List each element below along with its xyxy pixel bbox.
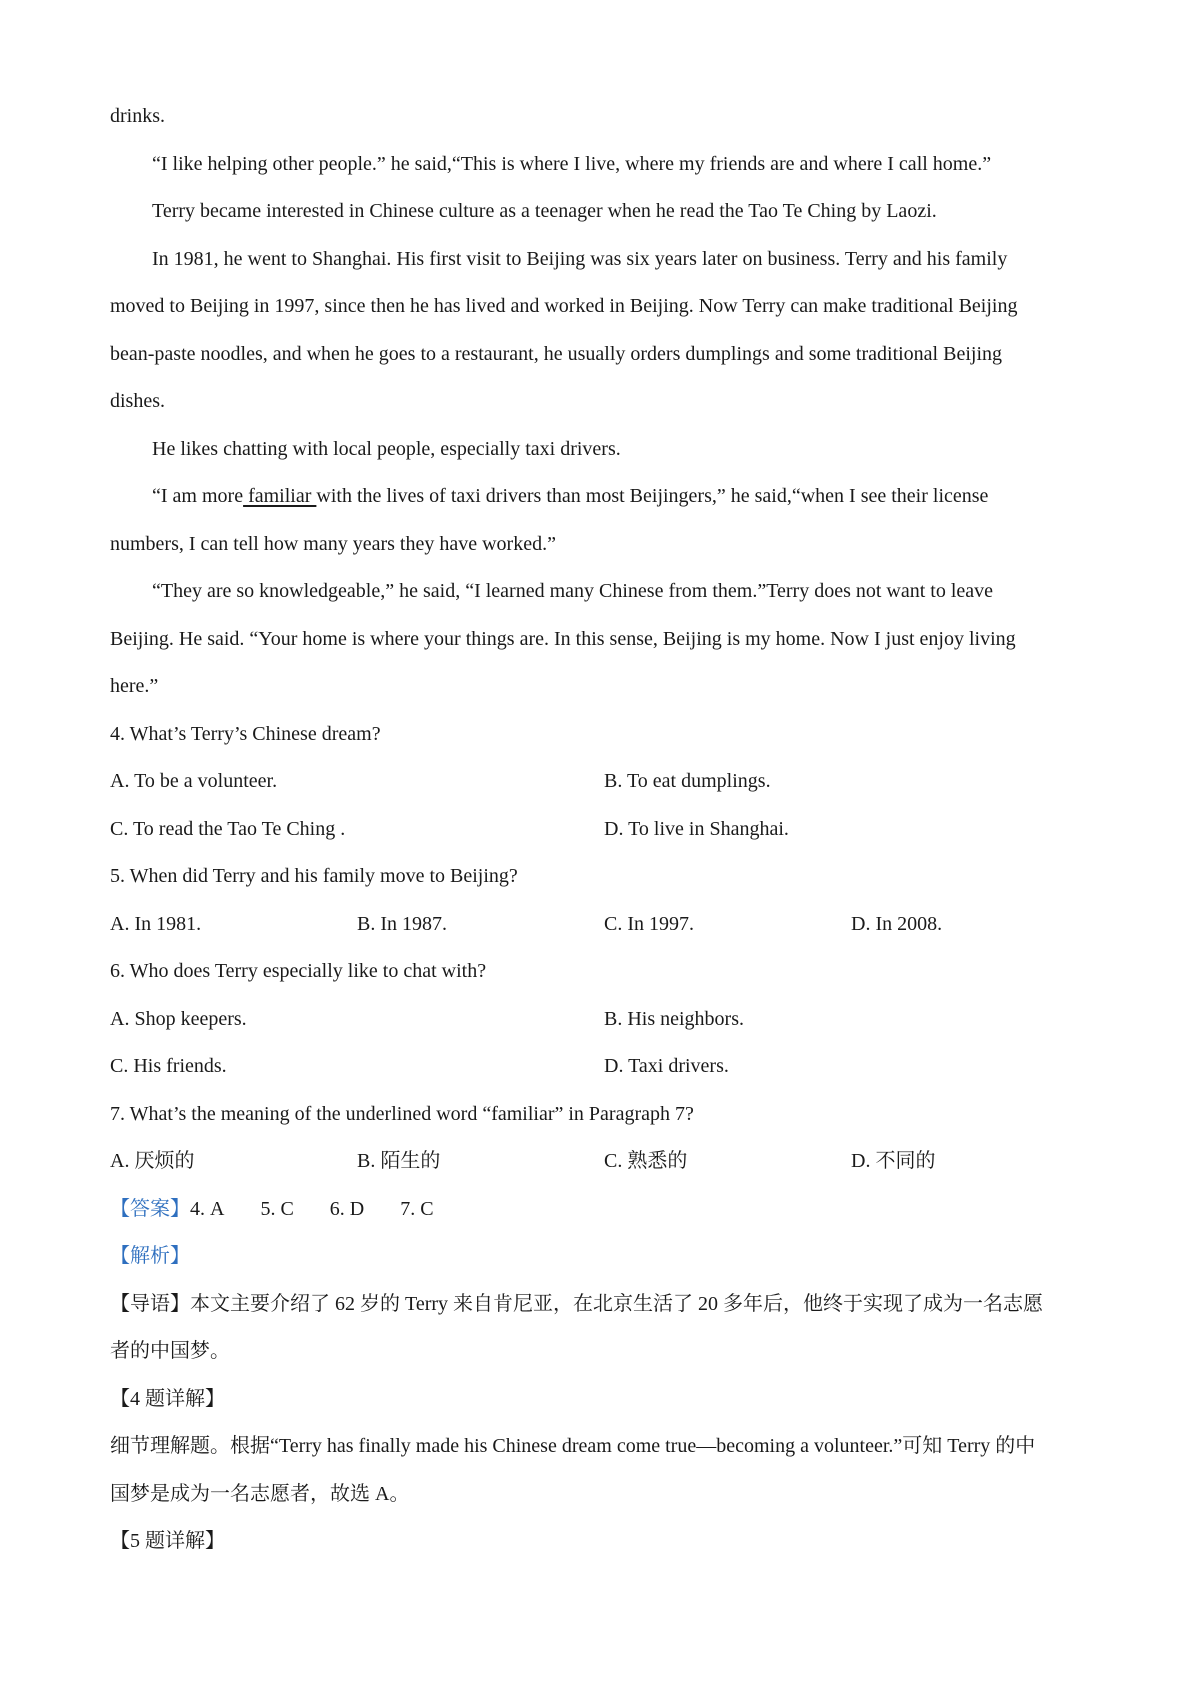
option-b: B. 陌生的	[357, 1150, 441, 1172]
option-b: B. To eat dumplings.	[604, 770, 771, 792]
answer-row	[110, 1197, 470, 1221]
passage-paragraph: He likes chatting with local people, especially taxi drivers.	[152, 438, 621, 460]
option-c: C. To read the Tao Te Ching .	[110, 818, 346, 840]
passage-text: with the lives of taxi drivers than most Beijingers,” he said,“when I see their license	[316, 485, 989, 507]
question-stem: 5. When did Terry and his family move to Beijing?	[110, 865, 518, 887]
passage-line: moved to Beijing in 1997, since then he has lived and worked in Beijing. Now Terry can make traditional Beijing	[110, 295, 1018, 317]
passage-paragraph: In 1981, he went to Shanghai. His first visit to Beijing was six years later on business. Terry and his family	[152, 248, 1008, 270]
passage-text: “I am more	[152, 485, 244, 507]
option-c: C. In 1997.	[604, 913, 694, 935]
option-a: A. 厌烦的	[110, 1150, 195, 1172]
passage-paragraph: Terry became interested in Chinese culture as a teenager when he read the Tao Te Ching by Laozi.	[152, 200, 937, 222]
option-c: C. His friends.	[110, 1055, 227, 1077]
passage-line: here.”	[110, 675, 159, 697]
analysis-label: 【解析】	[110, 1245, 190, 1267]
option-a: A. To be a volunteer.	[110, 770, 278, 792]
passage-line: numbers, I can tell how many years they have worked.”	[110, 533, 556, 555]
option-d: D. In 2008.	[851, 913, 943, 935]
passage-line: Beijing. He said. “Your home is where your things are. In this sense, Beijing is my home. Now I just enjoy living	[110, 628, 1016, 650]
answer-label: 【答案】	[110, 1198, 190, 1220]
option-d: D. 不同的	[851, 1150, 936, 1172]
option-c: C. 熟悉的	[604, 1150, 688, 1172]
question-stem: 4. What’s Terry’s Chinese dream?	[110, 723, 381, 745]
passage-line: dishes.	[110, 390, 165, 412]
option-b: B. His neighbors.	[604, 1008, 744, 1030]
passage-line: bean-paste noodles, and when he goes to a restaurant, he usually orders dumplings and some traditional Beijing	[110, 343, 1003, 365]
answer-item: 7. C	[400, 1198, 434, 1220]
question-stem: 7. What’s the meaning of the underlined word “familiar” in Paragraph 7?	[110, 1103, 694, 1125]
underlined-word: familiar	[243, 485, 317, 507]
option-b: B. In 1987.	[357, 913, 447, 935]
answer-item: 5. C	[260, 1198, 294, 1220]
answer-item: 6. D	[329, 1198, 365, 1220]
passage-paragraph: “They are so knowledgeable,” he said, “I learned many Chinese from them.”Terry does not want to leave	[152, 580, 994, 602]
analysis-intro: 者的中国梦。	[110, 1340, 230, 1362]
analysis-text: 细节理解题。根据“Terry has finally made his Chinese dream come true—becoming a volunteer.”可知 Terry 的中	[110, 1435, 1036, 1457]
analysis-heading: 【4 题详解】	[110, 1388, 225, 1410]
option-d: D. Taxi drivers.	[604, 1055, 729, 1077]
passage-paragraph: “I like helping other people.” he said,“This is where I live, where my friends are and where I call home.”	[152, 153, 992, 175]
question-stem: 6. Who does Terry especially like to chat with?	[110, 960, 487, 982]
answer-item: 4. A	[190, 1198, 225, 1220]
passage-line: drinks.	[110, 105, 165, 127]
analysis-intro: 【导语】本文主要介绍了 62 岁的 Terry 来自肯尼亚，在北京生活了 20 多年后，他终于实现了成为一名志愿	[110, 1293, 1044, 1315]
option-a: A. In 1981.	[110, 913, 202, 935]
analysis-heading: 【5 题详解】	[110, 1530, 225, 1552]
option-d: D. To live in Shanghai.	[604, 818, 789, 840]
passage-paragraph	[152, 484, 988, 508]
analysis-text: 国梦是成为一名志愿者，故选 A。	[110, 1483, 410, 1505]
option-a: A. Shop keepers.	[110, 1008, 247, 1030]
